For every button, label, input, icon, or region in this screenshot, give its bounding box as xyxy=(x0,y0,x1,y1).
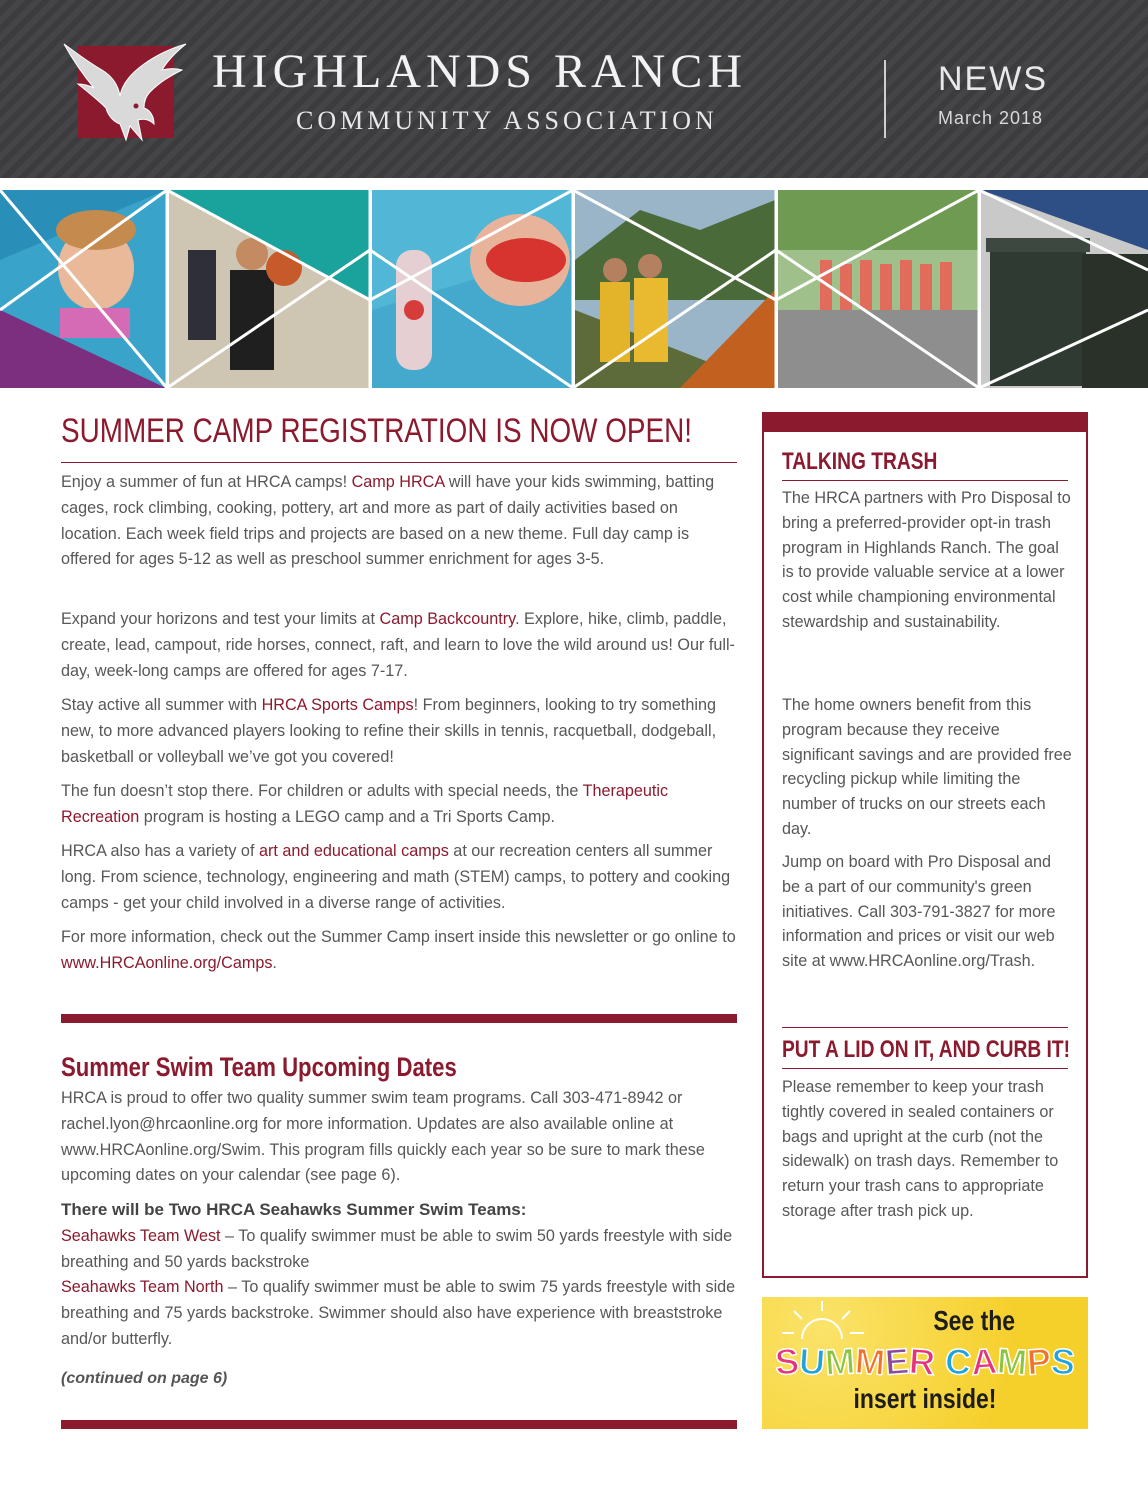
main-headline: SUMMER CAMP REGISTRATION IS NOW OPEN! xyxy=(61,412,692,450)
camp-hrca-link[interactable]: Camp HRCA xyxy=(351,473,445,491)
talking-trash-rule xyxy=(782,480,1068,481)
promo-letter: P xyxy=(1025,1340,1053,1383)
p6-text-before: For more information, check out the Summer Camp insert inside this newsletter or go online to xyxy=(61,928,736,946)
swim-teams-heading: There will be Two HRCA Seahawks Summer Swim Teams: xyxy=(61,1200,527,1219)
p5-text-before: HRCA also has a variety of xyxy=(61,842,259,860)
brand-subtitle: COMMUNITY ASSOCIATION xyxy=(296,106,718,135)
promo-see-the: See the xyxy=(933,1305,1016,1336)
promo-letter: R xyxy=(907,1340,937,1383)
art-educational-camps-link[interactable]: art and educational camps xyxy=(258,842,449,860)
trash-paragraph-2: The home owners benefit from this program because they receive significant savings and are provided free recycling pickup while limiting the number of trucks on our streets each day. xyxy=(782,696,1072,838)
bottom-divider xyxy=(61,1420,737,1429)
masthead xyxy=(0,0,1148,178)
promo-letter: E xyxy=(883,1340,911,1383)
lid-paragraph: Please remember to keep your trash tightly covered in sealed containers or bags and upright at the curb (not the sidewalk) on trash days. Remember to return your trash cans to appropriate storage after trash pick up. xyxy=(782,1078,1059,1220)
p5-text-after: at our recreation centers all summer long. From science, technology, engineering and math (STEM) camps, to pottery and cooking camps - get your child involved in a diverse range of activities. xyxy=(61,842,731,912)
p2-text-after: . Explore, hike, climb, paddle, create, lead, campout, ride horses, connect, raft, and learn to love the wild around us! Our full-day, week-long camps are offered for ages 7-17. xyxy=(61,610,735,680)
paragraph-sports-camps xyxy=(61,693,737,770)
camp-backcountry-link[interactable]: Camp Backcountry xyxy=(379,610,516,628)
lid-top-rule xyxy=(782,1027,1068,1028)
p1-text-after: will have your kids swimming, batting cages, rock climbing, cooking, pottery, art and more as part of daily activities based on location. Each week field trips and projects are based on a new theme. Full day camp is offered for ages 5-12 as well as preschool summer enrichment for ages 3-5. xyxy=(61,473,715,569)
team-north-link[interactable]: Seahawks Team North xyxy=(61,1278,224,1296)
continued-note: (continued on page 6) xyxy=(61,1370,228,1387)
p6-text-after: . xyxy=(272,953,277,972)
issue-date: March 2018 xyxy=(938,108,1044,128)
promo-summer-camps-wordmark xyxy=(762,1341,1088,1383)
camps-url-link[interactable]: www.HRCAonline.org/Camps xyxy=(61,953,273,972)
photo-kids-group xyxy=(778,190,978,388)
brand-title: HIGHLANDS RANCH xyxy=(212,45,748,98)
promo-letter: A xyxy=(969,1340,999,1383)
paragraph-therapeutic xyxy=(61,779,737,831)
talking-trash-title: TALKING TRASH xyxy=(782,448,938,475)
headline-rule xyxy=(61,462,737,463)
p1-text-before: Enjoy a summer of fun at HRCA camps! xyxy=(61,473,352,491)
paragraph-more-info xyxy=(61,925,737,977)
lid-title: PUT A LID ON IT, AND CURB IT! xyxy=(782,1036,1070,1063)
paragraph-camp-hrca xyxy=(61,470,737,573)
paragraph-camp-backcountry xyxy=(61,607,737,684)
promo-letter: M xyxy=(823,1340,857,1383)
photo-collage-banner xyxy=(0,190,1148,388)
sports-camps-link[interactable]: HRCA Sports Camps xyxy=(261,696,414,714)
therapeutic-recreation-link[interactable]: Therapeutic Recreation xyxy=(61,782,669,826)
photo-science-craft xyxy=(372,190,572,388)
paragraph-art-camps xyxy=(61,839,737,916)
promo-letter: S xyxy=(1049,1340,1077,1383)
team-north-paragraph xyxy=(61,1275,737,1352)
team-west-link[interactable]: Seahawks Team West xyxy=(61,1227,221,1245)
swim-section-title: Summer Swim Team Upcoming Dates xyxy=(61,1052,457,1082)
team-west-text: – To qualify swimmer must be able to swim 50 yards freestyle with side breathing and 50 yards backstroke xyxy=(61,1227,733,1271)
photo-mountain-campers xyxy=(575,190,775,388)
swim-intro: HRCA is proud to offer two quality summer swim team programs. Call 303-471-8942 or rachel.lyon@hrcaonline.org for more information. Updates are also available online at www.HRCAonline.org/Swim. This program fills quickly each year so be sure to mark these upcoming dates on your calendar (see page 6). xyxy=(61,1089,705,1185)
team-north-text: – To qualify swimmer must be able to swim 75 yards freestyle with side breathing and 75 yards backstroke. Swimmer should also have experience with breaststroke and/or butterfly. xyxy=(61,1278,736,1348)
promo-insert-inside: insert inside! xyxy=(853,1383,997,1414)
p3-text-after: ! From beginners, looking to try something new, to more advanced players looking to refine their skills in tennis, racquetball, dodgeball, basketball or volleyball we’ve got you covered! xyxy=(61,696,717,766)
promo-letter: M xyxy=(995,1340,1029,1383)
p2-text-before: Expand your horizons and test your limits at xyxy=(61,610,380,628)
promo-letter: U xyxy=(797,1340,827,1383)
p3-text-before: Stay active all summer with xyxy=(61,696,262,714)
news-label: NEWS xyxy=(938,60,1048,98)
p4-text-before: The fun doesn’t stop there. For children or adults with special needs, the xyxy=(61,782,583,800)
section-divider xyxy=(61,1014,737,1023)
promo-letter: S xyxy=(773,1340,801,1383)
promo-letter: C xyxy=(943,1340,973,1383)
summer-camps-promo[interactable] xyxy=(762,1297,1088,1429)
trash-paragraph-3: Jump on board with Pro Disposal and be a part of our community's green initiatives. Call 303-791-3827 for more information and prices or visit our web site at www.HRCAonline.org/Trash. xyxy=(782,853,1056,971)
header-divider xyxy=(884,60,886,138)
eagle-logo-icon xyxy=(58,40,190,144)
team-west-paragraph xyxy=(61,1224,737,1276)
promo-letter: M xyxy=(853,1340,887,1383)
p4-text-after: program is hosting a LEGO camp and a Tri Sports Camp. xyxy=(139,807,555,826)
trash-paragraph-1: The HRCA partners with Pro Disposal to bring a preferred-provider opt-in trash program in Highlands Ranch. The goal is to provide valuable service at a lower cost while championing environmental stewardship and sustainability. xyxy=(782,489,1071,631)
photo-trash-bins xyxy=(981,190,1148,388)
lid-rule xyxy=(782,1068,1068,1069)
photo-basketball xyxy=(169,190,369,388)
